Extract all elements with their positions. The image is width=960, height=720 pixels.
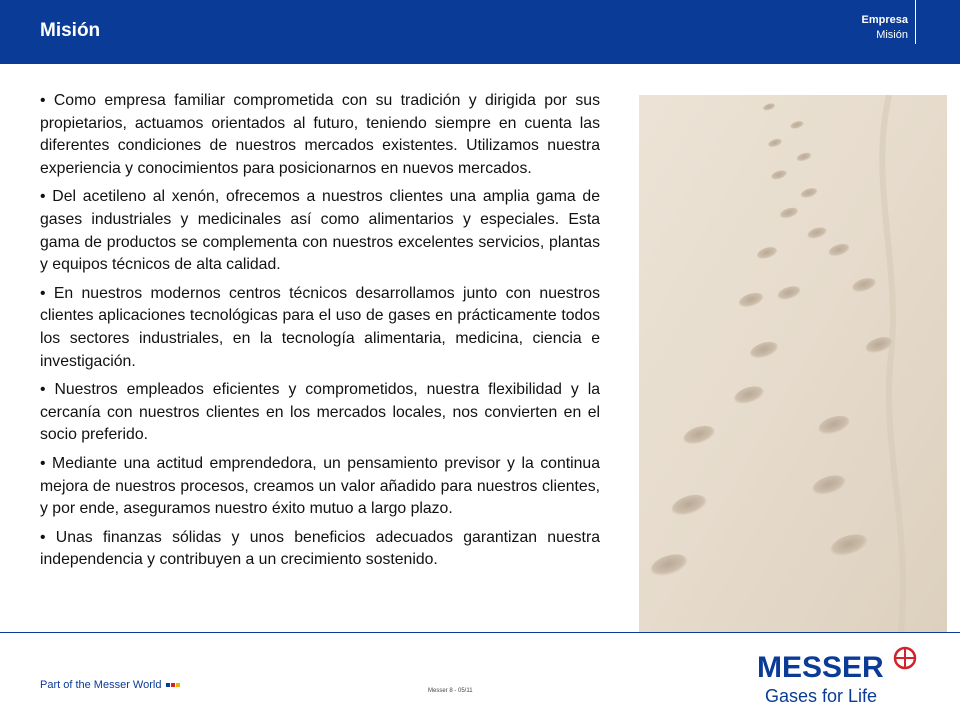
mission-paragraph-4: • Nuestros empleados eficientes y comprometidos, nuestra flexibilidad y la cercanía con nuestros clientes en los mercados locales, nos convierten en el socio preferido. xyxy=(40,381,600,444)
yellow-square-icon xyxy=(176,683,180,687)
tagline-text: Part of the Messer World xyxy=(40,679,162,691)
mission-paragraph-3: • En nuestros modernos centros técnicos desarrollamos junto con nuestros clientes aplicaciones tecnológicas para el uso de gases en prácticamente todos los sectores industriales, en la tecnología alimentaria, medicina, ciencia e investigación. xyxy=(40,284,600,370)
breadcrumb-page: Misión xyxy=(876,29,908,41)
mission-paragraph-6: • Unas finanzas sólidas y unos beneficios adecuados garantizan nuestra independencia y contribuyen a un crecimiento sostenido. xyxy=(40,528,600,569)
mission-paragraph-5: • Mediante una actitud emprendedora, un pensamiento previsor y la continua mejora de nuestros procesos, creamos un valor añadido para nuestros clientes, y por ende, aseguramos nuestro éxito mutuo a largo plazo. xyxy=(40,454,600,518)
breadcrumb-section: Empresa xyxy=(861,14,908,26)
red-square-icon xyxy=(171,683,175,687)
blue-square-icon xyxy=(166,683,170,687)
logo-wordmark: MESSER xyxy=(757,651,884,684)
header-bar xyxy=(0,0,960,64)
page-title: Misión xyxy=(40,20,101,41)
breadcrumb xyxy=(862,13,908,43)
footprints-photo xyxy=(639,95,947,632)
breadcrumb-divider xyxy=(915,0,916,44)
part-of-messer-world xyxy=(40,679,180,691)
mission-paragraph-2: • Del acetileno al xenón, ofrecemos a nuestros clientes una amplia gama de gases industriales y medicinales así como alimentarios y especiales. Esta gama de productos se complementa con nuestros excelentes servicios, plantas y equipos técnicos de alta calidad. xyxy=(40,188,600,274)
messer-logo xyxy=(757,644,922,708)
logo-slogan: Gases for Life xyxy=(765,686,878,706)
footer-divider xyxy=(0,632,960,633)
mission-paragraph-1: • Como empresa familiar comprometida con su tradición y dirigida por sus propietarios, actuamos orientados al futuro, teniendo siempre en cuenta las diferentes condiciones de nuestros mercados existentes. Utilizamos nuestra experiencia y conocimientos para posicionarnos en nuevos mercados. xyxy=(40,92,600,177)
footprints-in-sand-image xyxy=(639,95,947,632)
page-reference: Messer 8 - 05/11 xyxy=(428,688,473,694)
mission-text xyxy=(40,90,600,578)
